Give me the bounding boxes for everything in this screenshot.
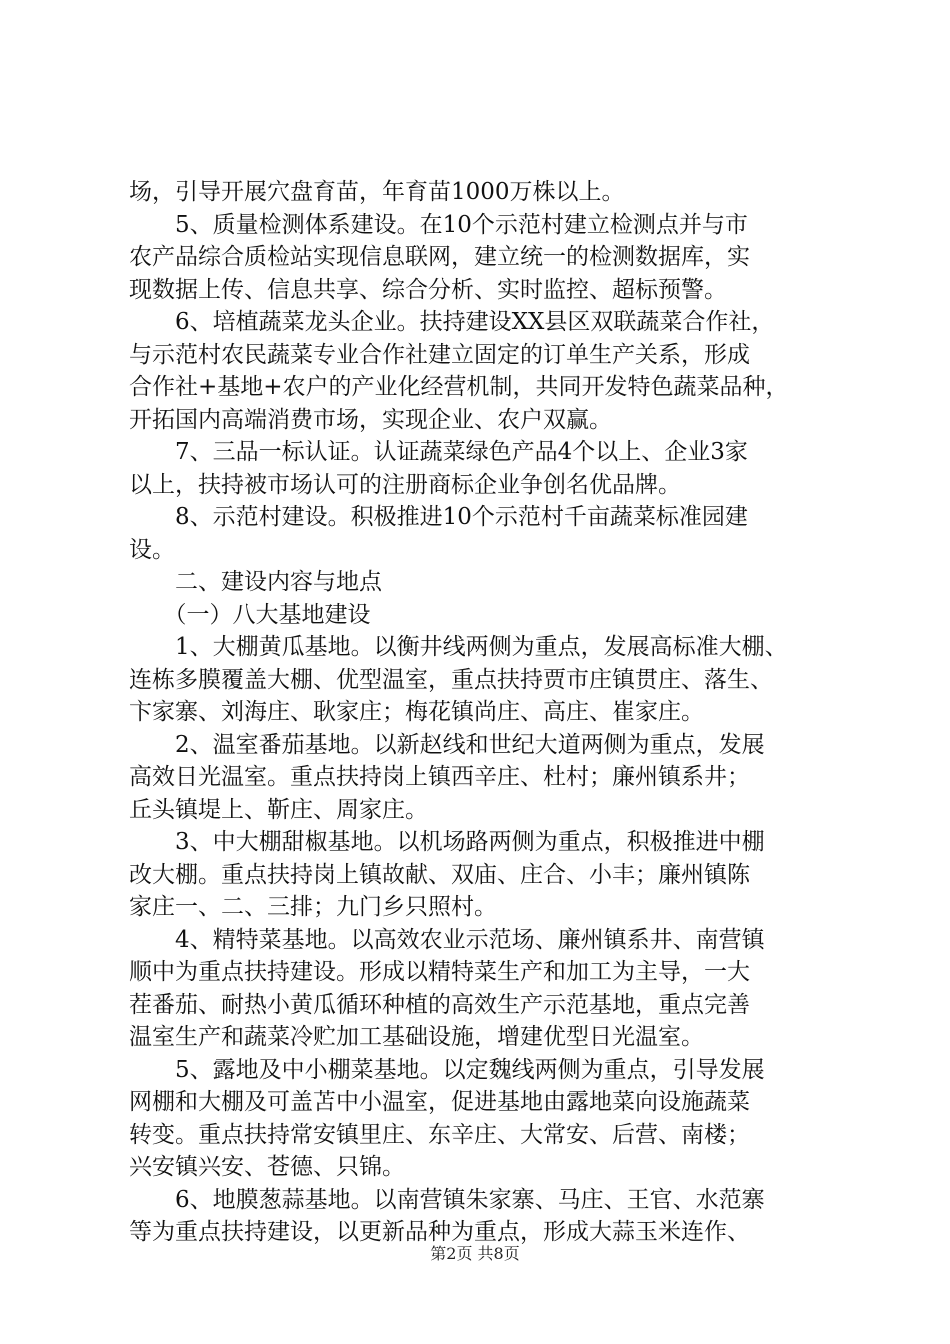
text-line: 家庄一、二、三排；九门乡只照村。 [129, 894, 497, 920]
text-line: 以上，扶持被市场认可的注册商标企业争创名优品牌。 [129, 471, 681, 498]
text-line: 2、温室番茄基地。以新赵线和世纪大道两侧为重点，发展 [129, 731, 765, 758]
text-line: 高效日光温室。重点扶持岗上镇西辛庄、杜村；廉州镇系井； [129, 764, 750, 790]
text-line: 1、大棚黄瓜基地。以衡井线两侧为重点，发展高标准大棚、 [129, 634, 788, 660]
text-line: 农产品综合质检站实现信息联网，建立统一的检测数据库，实 [129, 244, 750, 270]
text-line: 茬番茄、耐热小黄瓜循环种植的高效生产示范基地，重点完善 [129, 991, 750, 1018]
text-line: 与示范村农民蔬菜专业合作社建立固定的订单生产关系，形成 [129, 341, 750, 368]
text-line: （一）八大基地建设 [129, 601, 371, 628]
text-line: 3、中大棚甜椒基地。以机场路两侧为重点，积极推进中棚 [129, 829, 765, 855]
text-line: 丘头镇堤上、靳庄、周家庄。 [129, 796, 428, 823]
text-line: 场，引导开展穴盘育苗，年育苗1000万株以上。 [129, 179, 625, 205]
text-line: 8、示范村建设。积极推进10个示范村千亩蔬菜标准园建 [129, 504, 748, 530]
text-line: 6、地膜葱蒜基地。以南营镇朱家寨、马庄、王官、水范寨 [129, 1186, 765, 1213]
document-body [129, 176, 829, 1249]
text-line: 合作社+基地+农户的产业化经营机制，共同开发特色蔬菜品种， [129, 374, 789, 400]
text-line: 兴安镇兴安、苍德、只锦。 [129, 1154, 405, 1180]
text-line: 5、露地及中小棚菜基地。以定魏线两侧为重点，引导发展 [129, 1056, 765, 1083]
text-line: 7、三品一标认证。认证蔬菜绿色产品4个以上、企业3家 [129, 439, 748, 465]
text-line: 网棚和大棚及可盖苫中小温室，促进基地由露地菜向设施蔬菜 [129, 1089, 750, 1115]
text-line: 转变。重点扶持常安镇里庄、东辛庄、大常安、后营、南楼； [129, 1121, 750, 1148]
text-line: 改大棚。重点扶持岗上镇故献、双庙、庄合、小丰；廉州镇陈 [129, 861, 750, 888]
text-line: 顺中为重点扶持建设。形成以精特菜生产和加工为主导，一大 [129, 959, 750, 985]
text-line: 6、培植蔬菜龙头企业。扶持建设XX县区双联蔬菜合作社， [129, 309, 775, 335]
page-footer: 第2页 共8页 [430, 1244, 520, 1263]
text-line: 等为重点扶持建设，以更新品种为重点，形成大蒜玉米连作、 [129, 1219, 750, 1245]
text-line: 二、建设内容与地点 [129, 569, 382, 595]
text-line: 现数据上传、信息共享、综合分析、实时监控、超标预警。 [129, 276, 727, 303]
text-line: 4、精特菜基地。以高效农业示范场、廉州镇系井、南营镇 [129, 926, 765, 953]
text-line: 5、质量检测体系建设。在10个示范村建立检测点并与市 [129, 211, 748, 238]
text-line: 温室生产和蔬菜冷贮加工基础设施，增建优型日光温室。 [129, 1024, 704, 1050]
text-line: 卞家寨、刘海庄、耿家庄；梅花镇尚庄、高庄、崔家庄。 [129, 699, 704, 725]
text-line: 设。 [129, 536, 175, 563]
text-line: 连栋多膜覆盖大棚、优型温室，重点扶持贾市庄镇贯庄、落生、 [129, 666, 773, 693]
text-line: 开拓国内高端消费市场，实现企业、农户双赢。 [129, 406, 612, 433]
